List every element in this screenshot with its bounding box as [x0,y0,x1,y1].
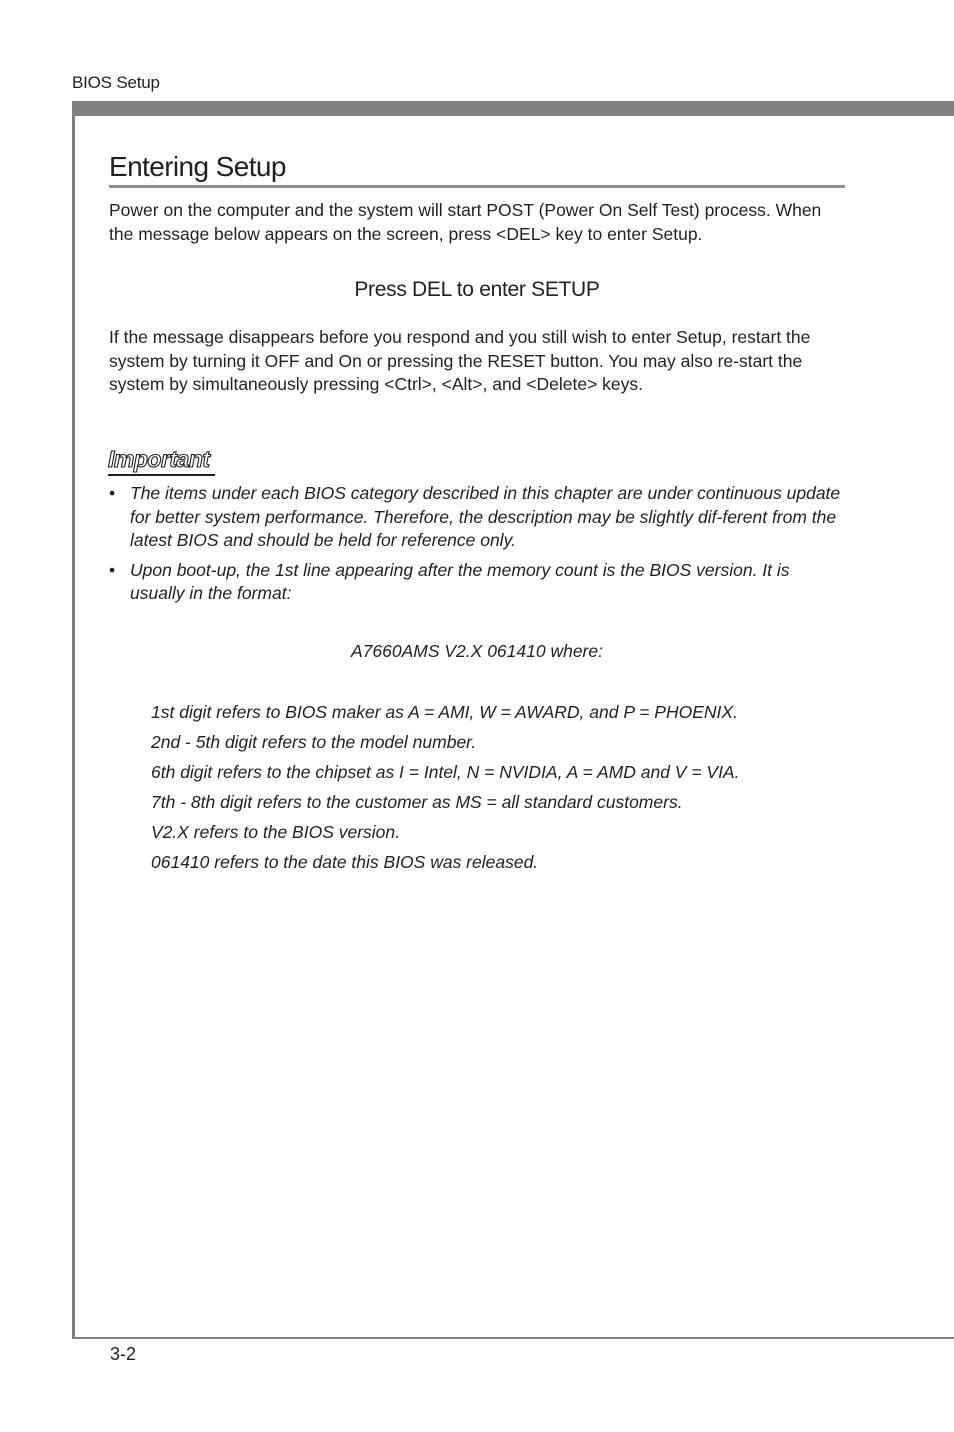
format-item: 061410 refers to the date this BIOS was released. [151,852,539,872]
format-item: V2.X refers to the BIOS version. [151,822,400,842]
section-title: Entering Setup [109,150,845,188]
format-item: 6th digit refers to the chipset as I = Intel, N = NVIDIA, A = AMD and V = VIA. [151,762,740,782]
intro-paragraph: Power on the computer and the system will start POST (Power On Self Test) process. When the message below appears on the screen, press <DEL> key to enter Setup. [109,200,822,244]
bios-version-example: A7660AMS V2.X 061410 where: [351,641,603,661]
note-item [109,482,847,553]
format-item: 2nd - 5th digit refers to the model number. [151,732,477,752]
page-number: 3-2 [110,1344,137,1364]
setup-prompt: Press DEL to enter SETUP [354,278,600,301]
format-item: 7th - 8th digit refers to the customer as MS = all standard customers. [151,792,683,812]
header-bar [72,101,954,116]
format-explanation-list [151,700,739,880]
left-margin-rule [72,101,75,1339]
footer-rule [72,1337,954,1339]
restart-paragraph: If the message disappears before you respond and you still wish to enter Setup, restart the system by turning it OFF and On or pressing the RESET button. You may also re-start the system by simultaneously pressing <Ctrl>, <Alt>, and <Delete> keys. [109,327,811,394]
note-item [109,559,847,606]
note-text: The items under each BIOS category described in this chapter are under continuous update for better system performance. Therefore, the description may be slightly dif-ferent from the latest BIOS and should be held for reference only. [130,483,841,550]
important-notes [109,482,847,612]
important-heading: Important [108,446,210,472]
bullet-icon: • [109,483,116,503]
note-text: Upon boot-up, the 1st line appearing after the memory count is the BIOS version. It is usually in the format: [130,559,790,603]
bullet-icon: • [109,559,116,580]
important-underline [108,474,215,476]
running-header: BIOS Setup [72,73,160,92]
format-item: 1st digit refers to BIOS maker as A = AMI, W = AWARD, and P = PHOENIX. [151,702,738,722]
